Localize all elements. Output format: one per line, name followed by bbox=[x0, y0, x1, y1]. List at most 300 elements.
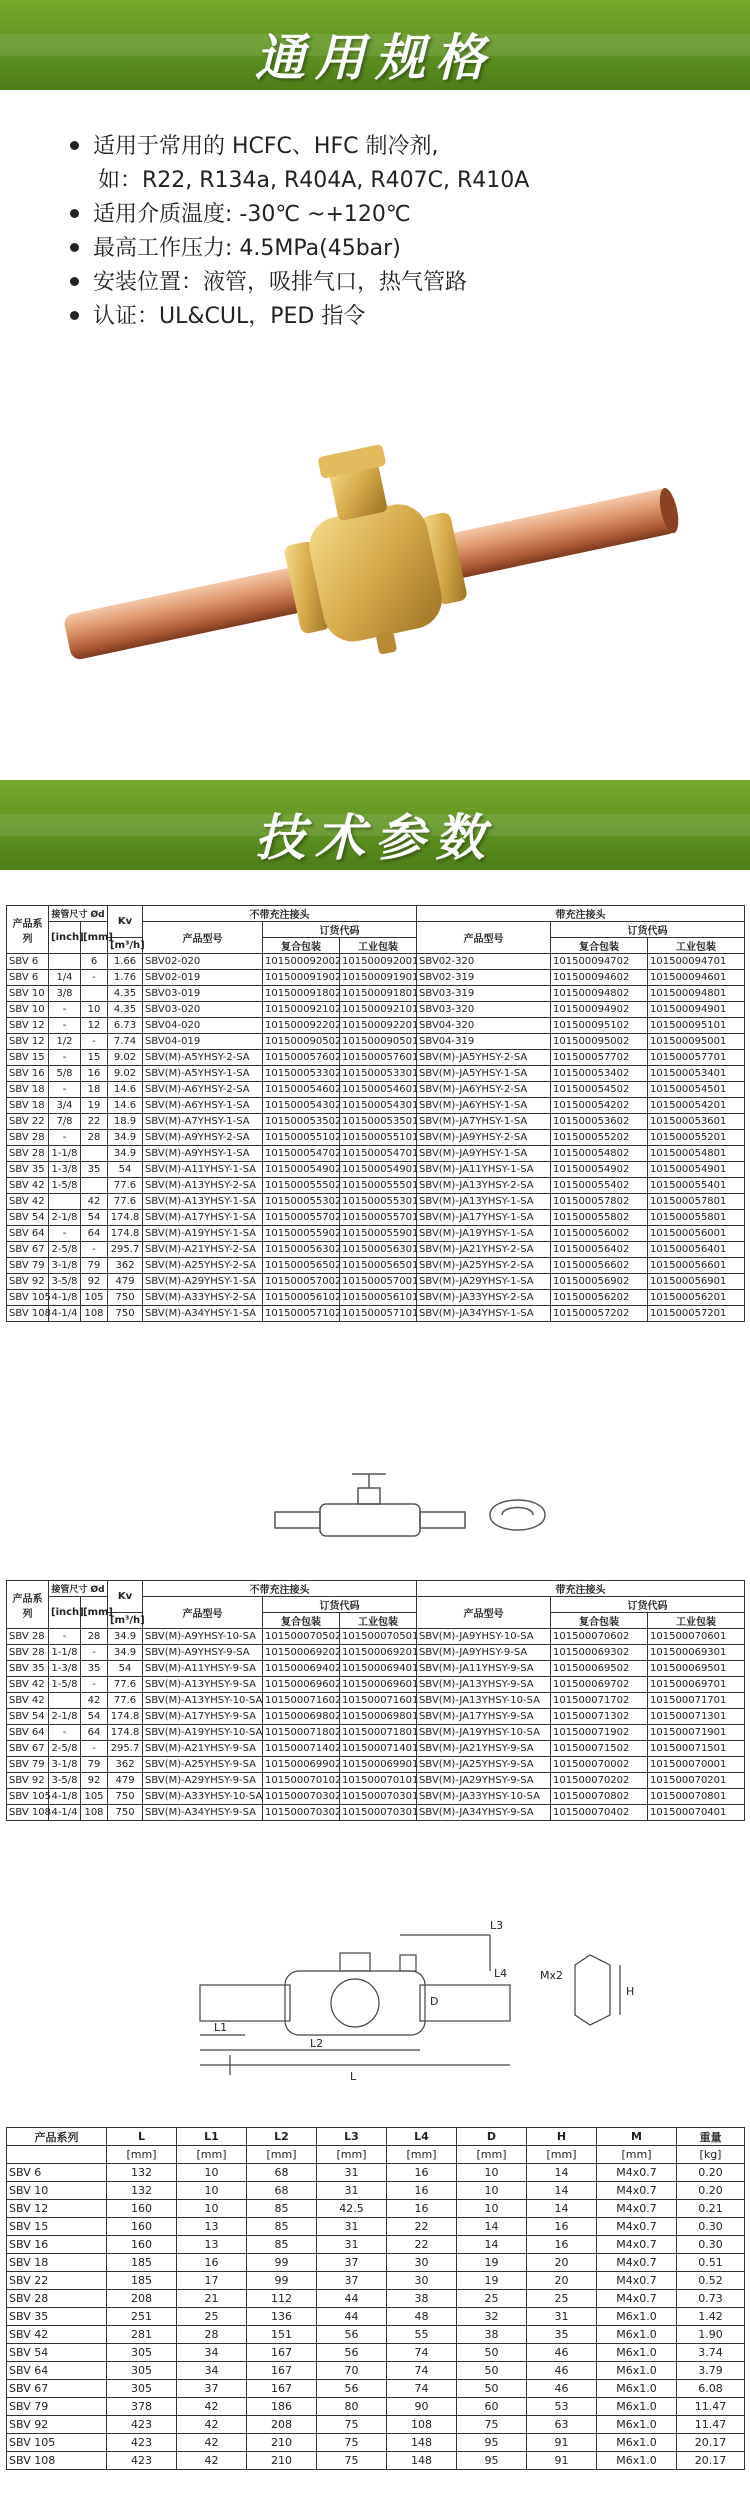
table-cell: 95 bbox=[457, 2452, 527, 2470]
table-cell: 30 bbox=[387, 2272, 457, 2290]
table-row bbox=[7, 2362, 745, 2380]
table-row bbox=[7, 1274, 745, 1290]
table-cell: 37 bbox=[317, 2254, 387, 2272]
table-cell: 101500055902 bbox=[263, 1226, 340, 1242]
table-cell: SBV(M)-JA25YHSY-2-SA bbox=[417, 1258, 551, 1274]
table-cell: SBV(M)-JA29YHSY-9-SA bbox=[417, 1773, 551, 1789]
header-mm: [mm] bbox=[81, 922, 108, 954]
table-cell: SBV(M)-JA33YHSY-2-SA bbox=[417, 1290, 551, 1306]
table-cell: 1-5/8 bbox=[49, 1677, 81, 1693]
table-cell: 19 bbox=[457, 2254, 527, 2272]
header-pack-industrial: 工业包装 bbox=[648, 938, 745, 954]
table-cell: SBV 35 bbox=[7, 1162, 49, 1178]
table-cell: 101500056202 bbox=[551, 1290, 648, 1306]
table-cell: 101500055702 bbox=[263, 1210, 340, 1226]
table-cell: 34 bbox=[177, 2344, 247, 2362]
table-cell: SBV 6 bbox=[7, 970, 49, 986]
table-row bbox=[7, 2308, 745, 2326]
table-header-cell: [mm] bbox=[107, 2146, 177, 2164]
table-cell: 19 bbox=[81, 1098, 108, 1114]
table-cell: 101500071301 bbox=[648, 1709, 745, 1725]
table-cell: SBV(M)-A17YHSY-1-SA bbox=[143, 1210, 263, 1226]
spec-line: 适用于常用的 HCFC、HFC 制冷剂, bbox=[70, 130, 730, 164]
table-cell: 108 bbox=[81, 1805, 108, 1821]
table-header-cell: L2 bbox=[247, 2128, 317, 2146]
table-cell: SBV(M)-A25YHSY-9-SA bbox=[143, 1757, 263, 1773]
table-cell: 101500069402 bbox=[263, 1661, 340, 1677]
table-row bbox=[7, 1306, 745, 1322]
table-cell: 4-1/4 bbox=[49, 1805, 81, 1821]
table-cell: SBV03-319 bbox=[417, 986, 551, 1002]
table-cell: 174.8 bbox=[108, 1210, 143, 1226]
table-row bbox=[7, 1194, 745, 1210]
table-cell: 101500095001 bbox=[648, 1034, 745, 1050]
table-cell: 22 bbox=[81, 1114, 108, 1130]
table-cell: SBV 18 bbox=[7, 1082, 49, 1098]
table-cell: SBV 67 bbox=[7, 2380, 107, 2398]
table-cell: 101500054302 bbox=[263, 1098, 340, 1114]
table-cell: 281 bbox=[107, 2326, 177, 2344]
table-cell: 362 bbox=[108, 1258, 143, 1274]
label-L2: L2 bbox=[310, 2037, 324, 2050]
table-cell: SBV(M)-JA11YHSY-1-SA bbox=[417, 1162, 551, 1178]
table-cell: SBV(M)-JA19YHSY-1-SA bbox=[417, 1226, 551, 1242]
table-cell: SBV(M)-JA19YHSY-10-SA bbox=[417, 1725, 551, 1741]
table-cell: SBV(M)-JA13YHSY-9-SA bbox=[417, 1677, 551, 1693]
table-cell: 37 bbox=[317, 2272, 387, 2290]
table-header-cell: L bbox=[107, 2128, 177, 2146]
label-L4: L4 bbox=[494, 1967, 508, 1980]
table-cell: SBV04-320 bbox=[417, 1018, 551, 1034]
table-header-cell: L1 bbox=[177, 2128, 247, 2146]
table-cell: 251 bbox=[107, 2308, 177, 2326]
table-cell: 167 bbox=[247, 2362, 317, 2380]
table-cell: 28 bbox=[81, 1629, 108, 1645]
table-cell: SBV04-319 bbox=[417, 1034, 551, 1050]
table-cell: SBV(M)-JA9YHSY-2-SA bbox=[417, 1130, 551, 1146]
table-row bbox=[7, 1805, 745, 1821]
table-cell: SBV(M)-JA17YHSY-9-SA bbox=[417, 1709, 551, 1725]
table-row bbox=[7, 2164, 745, 2182]
table-cell: 101500070401 bbox=[648, 1805, 745, 1821]
dimension-drawing bbox=[190, 1905, 670, 2105]
table-cell: 305 bbox=[107, 2380, 177, 2398]
table-cell: 101500094802 bbox=[551, 986, 648, 1002]
table-cell: 3/4 bbox=[49, 1098, 81, 1114]
table-cell: 77.6 bbox=[108, 1194, 143, 1210]
table-cell: 42 bbox=[177, 2416, 247, 2434]
table-cell: 101500056302 bbox=[263, 1242, 340, 1258]
table-cell: SBV 108 bbox=[7, 1805, 49, 1821]
table-cell: 101500056001 bbox=[648, 1226, 745, 1242]
table-cell: - bbox=[49, 1629, 81, 1645]
table-cell: SBV 64 bbox=[7, 1725, 49, 1741]
table-cell: 42 bbox=[177, 2452, 247, 2470]
table-cell: 56 bbox=[317, 2344, 387, 2362]
header-kv-unit: [m³/h] bbox=[108, 938, 143, 954]
table-cell: 101500070002 bbox=[551, 1757, 648, 1773]
table-cell: 20 bbox=[527, 2254, 597, 2272]
table-cell: SBV 54 bbox=[7, 2344, 107, 2362]
table-cell: M4x0.7 bbox=[597, 2272, 677, 2290]
table-cell: - bbox=[49, 1130, 81, 1146]
table-cell: SBV 42 bbox=[7, 1677, 49, 1693]
table-header-cell bbox=[7, 2146, 107, 2164]
table-row bbox=[7, 1258, 745, 1274]
bullet-icon bbox=[70, 311, 79, 320]
table-cell: 38 bbox=[387, 2290, 457, 2308]
table-cell: 105 bbox=[81, 1789, 108, 1805]
table-cell: 63 bbox=[527, 2416, 597, 2434]
table-cell: 101500070301 bbox=[340, 1805, 417, 1821]
table-row bbox=[7, 1210, 745, 1226]
table-cell: 101500053502 bbox=[263, 1114, 340, 1130]
header-model: 产品型号 bbox=[143, 1597, 263, 1629]
table-cell: 14 bbox=[527, 2164, 597, 2182]
table-cell: 35 bbox=[527, 2326, 597, 2344]
table-cell: 186 bbox=[247, 2398, 317, 2416]
table-cell: 46 bbox=[527, 2380, 597, 2398]
table-cell: 101500070201 bbox=[648, 1773, 745, 1789]
table-cell: SBV 28 bbox=[7, 1629, 49, 1645]
table-cell: SBV 79 bbox=[7, 1258, 49, 1274]
table-cell: 34.9 bbox=[108, 1645, 143, 1661]
table-cell: SBV 22 bbox=[7, 1114, 49, 1130]
header-pack-industrial: 工业包装 bbox=[648, 1613, 745, 1629]
table-row bbox=[7, 1629, 745, 1645]
table-cell: 479 bbox=[108, 1274, 143, 1290]
valve-sketch bbox=[270, 1460, 560, 1570]
table-cell: 20 bbox=[527, 2272, 597, 2290]
table-cell: 1/2 bbox=[49, 1034, 81, 1050]
table-cell: 101500071702 bbox=[551, 1693, 648, 1709]
table-cell: SBV 12 bbox=[7, 2200, 107, 2218]
table-cell: SBV 15 bbox=[7, 1050, 49, 1066]
table-cell: 31 bbox=[317, 2182, 387, 2200]
table-cell: SBV 42 bbox=[7, 1194, 49, 1210]
table-cell: M6x1.0 bbox=[597, 2416, 677, 2434]
table-cell: 185 bbox=[107, 2272, 177, 2290]
table-cell: 1.42 bbox=[677, 2308, 745, 2326]
table-cell: 101500056301 bbox=[340, 1242, 417, 1258]
table-row bbox=[7, 2344, 745, 2362]
table-cell: 101500069601 bbox=[340, 1677, 417, 1693]
table-cell: 101500071802 bbox=[263, 1725, 340, 1741]
table-cell: 32 bbox=[457, 2308, 527, 2326]
table-cell: - bbox=[81, 1741, 108, 1757]
table-cell: 10 bbox=[457, 2182, 527, 2200]
table-cell: 101500094601 bbox=[648, 970, 745, 986]
header-with-charge: 带充注接头 bbox=[417, 906, 745, 922]
table-cell bbox=[49, 954, 81, 970]
table-row bbox=[7, 970, 745, 986]
table-row bbox=[7, 2326, 745, 2344]
table-cell: 101500071402 bbox=[263, 1741, 340, 1757]
table-cell: M6x1.0 bbox=[597, 2326, 677, 2344]
table-cell: 148 bbox=[387, 2434, 457, 2452]
table-cell: 31 bbox=[317, 2164, 387, 2182]
table-cell: SBV03-019 bbox=[143, 986, 263, 1002]
table-cell: 101500069701 bbox=[648, 1677, 745, 1693]
table-row bbox=[7, 2416, 745, 2434]
table-header-cell: [mm] bbox=[317, 2146, 387, 2164]
table-cell: SBV(M)-JA34YHSY-9-SA bbox=[417, 1805, 551, 1821]
table-cell: 1.76 bbox=[108, 970, 143, 986]
table-cell: 167 bbox=[247, 2344, 317, 2362]
table-cell: SBV04-019 bbox=[143, 1034, 263, 1050]
table-cell: SBV 108 bbox=[7, 2452, 107, 2470]
table-row bbox=[7, 2200, 745, 2218]
table-cell: 4.35 bbox=[108, 1002, 143, 1018]
table-cell: 21 bbox=[177, 2290, 247, 2308]
table-cell: 101500071701 bbox=[648, 1693, 745, 1709]
table-cell: 378 bbox=[107, 2398, 177, 2416]
table-row bbox=[7, 1709, 745, 1725]
table-cell: 101500055502 bbox=[263, 1178, 340, 1194]
table-cell: 101500070302 bbox=[263, 1805, 340, 1821]
table-cell: 16 bbox=[387, 2200, 457, 2218]
table-cell: 101500069902 bbox=[263, 1757, 340, 1773]
header-kv-unit: [m³/h] bbox=[108, 1613, 143, 1629]
table-cell: 101500053301 bbox=[340, 1066, 417, 1082]
table-cell: 42.5 bbox=[317, 2200, 387, 2218]
table-cell: 16 bbox=[387, 2182, 457, 2200]
table-cell: M4x0.7 bbox=[597, 2290, 677, 2308]
table-cell: - bbox=[49, 1082, 81, 1098]
table-cell: 136 bbox=[247, 2308, 317, 2326]
bullet-icon bbox=[70, 209, 79, 218]
table-cell: SBV(M)-JA21YHSY-2-SA bbox=[417, 1242, 551, 1258]
table-cell: 56 bbox=[317, 2380, 387, 2398]
table-cell: - bbox=[49, 1050, 81, 1066]
table-cell: 101500056901 bbox=[648, 1274, 745, 1290]
table-cell: - bbox=[49, 1725, 81, 1741]
table-cell: 101500095002 bbox=[551, 1034, 648, 1050]
header-order: 订货代码 bbox=[551, 1597, 745, 1613]
header-inch: [inch] bbox=[49, 922, 81, 954]
table-cell: M4x0.7 bbox=[597, 2236, 677, 2254]
table-cell: 101500071902 bbox=[551, 1725, 648, 1741]
table-cell: 101500070601 bbox=[648, 1629, 745, 1645]
table-cell: SBV(M)-JA25YHSY-9-SA bbox=[417, 1757, 551, 1773]
table-cell: 101500069901 bbox=[340, 1757, 417, 1773]
table-cell: SBV(M)-A6YHSY-1-SA bbox=[143, 1098, 263, 1114]
dimension-table bbox=[6, 2127, 745, 2470]
table-row bbox=[7, 1757, 745, 1773]
spec-line: 最高工作压力: 4.5MPa(45bar) bbox=[70, 232, 730, 266]
table-row bbox=[7, 1773, 745, 1789]
table-row bbox=[7, 1693, 745, 1709]
table-cell: 101500094702 bbox=[551, 954, 648, 970]
table-cell: 91 bbox=[527, 2452, 597, 2470]
table-cell: 101500054202 bbox=[551, 1098, 648, 1114]
table-cell: 0.21 bbox=[677, 2200, 745, 2218]
table-cell: 7.74 bbox=[108, 1034, 143, 1050]
table-cell: 101500070801 bbox=[648, 1789, 745, 1805]
table-cell: 31 bbox=[317, 2218, 387, 2236]
table-cell: 14 bbox=[457, 2236, 527, 2254]
table-cell: M6x1.0 bbox=[597, 2308, 677, 2326]
table-cell: 2-1/8 bbox=[49, 1709, 81, 1725]
table-cell: M4x0.7 bbox=[597, 2182, 677, 2200]
table-cell: SBV(M)-A9YHSY-1-SA bbox=[143, 1146, 263, 1162]
table-cell: 101500069802 bbox=[263, 1709, 340, 1725]
table-cell: 101500070301 bbox=[340, 1789, 417, 1805]
table-cell: 19 bbox=[457, 2272, 527, 2290]
header-model: 产品型号 bbox=[143, 922, 263, 954]
table-cell: 112 bbox=[247, 2290, 317, 2308]
table-cell: 101500094902 bbox=[551, 1002, 648, 1018]
table-cell: 101500054901 bbox=[648, 1162, 745, 1178]
table-cell: SBV 35 bbox=[7, 2308, 107, 2326]
table-cell: 75 bbox=[317, 2416, 387, 2434]
table-cell: 101500056602 bbox=[551, 1258, 648, 1274]
table-cell: 101500057801 bbox=[648, 1194, 745, 1210]
table-cell: SBV(M)-JA13YHSY-1-SA bbox=[417, 1194, 551, 1210]
label-L1: L1 bbox=[214, 2021, 228, 2034]
spec-line: 安装位置：液管，吸排气口，热气管路 bbox=[70, 266, 730, 300]
table-cell: SBV(M)-A29YHSY-1-SA bbox=[143, 1274, 263, 1290]
table-cell: 101500070802 bbox=[551, 1789, 648, 1805]
table-cell: SBV(M)-A11YHSY-1-SA bbox=[143, 1162, 263, 1178]
table-cell: 74 bbox=[387, 2362, 457, 2380]
header-inch: [inch] bbox=[49, 1597, 81, 1629]
table-cell: 31 bbox=[317, 2236, 387, 2254]
table-cell: 37 bbox=[177, 2380, 247, 2398]
table-cell: 101500091902 bbox=[263, 970, 340, 986]
table-row bbox=[7, 1661, 745, 1677]
table-cell: 101500053602 bbox=[551, 1114, 648, 1130]
table-cell: SBV(M)-A21YHSY-2-SA bbox=[143, 1242, 263, 1258]
table-cell: 2-5/8 bbox=[49, 1242, 81, 1258]
table-cell: SBV 108 bbox=[7, 1306, 49, 1322]
table-cell: 85 bbox=[247, 2200, 317, 2218]
table-cell: SBV 18 bbox=[7, 2254, 107, 2272]
table-cell: 101500055802 bbox=[551, 1210, 648, 1226]
table-cell: SBV(M)-A5YHSY-1-SA bbox=[143, 1066, 263, 1082]
table-cell: 101500069801 bbox=[340, 1709, 417, 1725]
table-cell: 101500057102 bbox=[263, 1306, 340, 1322]
header-pack-composite: 复合包装 bbox=[263, 938, 340, 954]
table-cell: SBV 92 bbox=[7, 1773, 49, 1789]
table-cell: - bbox=[81, 1242, 108, 1258]
spec-list bbox=[70, 130, 730, 334]
table-cell: 2-1/8 bbox=[49, 1210, 81, 1226]
table-cell: 101500094801 bbox=[648, 986, 745, 1002]
table-cell: M4x0.7 bbox=[597, 2218, 677, 2236]
table-cell: 99 bbox=[247, 2272, 317, 2290]
table-cell: 185 bbox=[107, 2254, 177, 2272]
table-cell: 0.73 bbox=[677, 2290, 745, 2308]
table-cell: 167 bbox=[247, 2380, 317, 2398]
header-pack-composite: 复合包装 bbox=[551, 938, 648, 954]
table-cell: 101500092102 bbox=[263, 1002, 340, 1018]
table-row bbox=[7, 2236, 745, 2254]
banner-tech-params bbox=[0, 780, 750, 870]
table-cell: 25 bbox=[527, 2290, 597, 2308]
table-cell: 101500055801 bbox=[648, 1210, 745, 1226]
table-row bbox=[7, 1242, 745, 1258]
table-cell bbox=[49, 1194, 81, 1210]
table-row bbox=[7, 1098, 745, 1114]
table-cell: SBV 42 bbox=[7, 2326, 107, 2344]
table-cell: 101500053302 bbox=[263, 1066, 340, 1082]
table-cell: 101500069501 bbox=[648, 1661, 745, 1677]
table-cell: 34.9 bbox=[108, 1629, 143, 1645]
ball-valve-image bbox=[50, 400, 700, 700]
table-cell: 305 bbox=[107, 2344, 177, 2362]
table-cell: 0.52 bbox=[677, 2272, 745, 2290]
banner-title: 通用规格 bbox=[255, 29, 495, 87]
table-cell: 101500057201 bbox=[648, 1306, 745, 1322]
table-cell: M6x1.0 bbox=[597, 2380, 677, 2398]
table-cell: SBV 10 bbox=[7, 1002, 49, 1018]
table-cell: SBV 67 bbox=[7, 1242, 49, 1258]
table-cell: 3-1/8 bbox=[49, 1258, 81, 1274]
table-row bbox=[7, 2272, 745, 2290]
table-cell: SBV(M)-A5YHSY-2-SA bbox=[143, 1050, 263, 1066]
table-cell: 50 bbox=[457, 2380, 527, 2398]
table-cell: 101500094701 bbox=[648, 954, 745, 970]
table-cell: 101500069301 bbox=[648, 1645, 745, 1661]
table-cell: SBV 64 bbox=[7, 2362, 107, 2380]
table-cell: 101500055901 bbox=[340, 1226, 417, 1242]
table-cell: 750 bbox=[108, 1306, 143, 1322]
table-cell: 101500056601 bbox=[648, 1258, 745, 1274]
table-cell: 50 bbox=[457, 2362, 527, 2380]
table-cell: 208 bbox=[247, 2416, 317, 2434]
table-cell: 101500053402 bbox=[551, 1066, 648, 1082]
table-cell: SBV02-319 bbox=[417, 970, 551, 986]
table-cell: SBV 28 bbox=[7, 1130, 49, 1146]
table-cell: 16 bbox=[387, 2164, 457, 2182]
table-cell: M6x1.0 bbox=[597, 2344, 677, 2362]
table-cell: SBV 10 bbox=[7, 2182, 107, 2200]
table-cell bbox=[81, 986, 108, 1002]
table-cell: 750 bbox=[108, 1290, 143, 1306]
table-header-cell: L3 bbox=[317, 2128, 387, 2146]
table-cell: 74 bbox=[387, 2344, 457, 2362]
table-cell: - bbox=[81, 1677, 108, 1693]
table-cell: SBV 6 bbox=[7, 954, 49, 970]
table-cell: 101500054502 bbox=[551, 1082, 648, 1098]
table-cell: SBV(M)-A11YHSY-9-SA bbox=[143, 1661, 263, 1677]
table-cell bbox=[81, 1146, 108, 1162]
table-cell: 101500091901 bbox=[340, 970, 417, 986]
table-cell: 10 bbox=[177, 2182, 247, 2200]
table-cell: 13 bbox=[177, 2236, 247, 2254]
table-cell: 75 bbox=[317, 2434, 387, 2452]
table-cell: 22 bbox=[387, 2218, 457, 2236]
table-cell: 101500057701 bbox=[648, 1050, 745, 1066]
table-cell: 101500054301 bbox=[340, 1098, 417, 1114]
table-header-cell: H bbox=[527, 2128, 597, 2146]
table-cell: 151 bbox=[247, 2326, 317, 2344]
table-cell: SBV 79 bbox=[7, 2398, 107, 2416]
table-cell: SBV(M)-A19YHSY-1-SA bbox=[143, 1226, 263, 1242]
table-cell: 101500069502 bbox=[551, 1661, 648, 1677]
table-cell: 101500070302 bbox=[263, 1789, 340, 1805]
table-cell: 101500095102 bbox=[551, 1018, 648, 1034]
table-cell: SBV 6 bbox=[7, 2164, 107, 2182]
table-cell: SBV02-320 bbox=[417, 954, 551, 970]
table-cell: 0.20 bbox=[677, 2182, 745, 2200]
header-series: 产品系列 bbox=[7, 906, 49, 954]
table-row bbox=[7, 1050, 745, 1066]
table-cell: 92 bbox=[81, 1274, 108, 1290]
bullet-icon bbox=[70, 243, 79, 252]
table-cell: 101500070402 bbox=[551, 1805, 648, 1821]
